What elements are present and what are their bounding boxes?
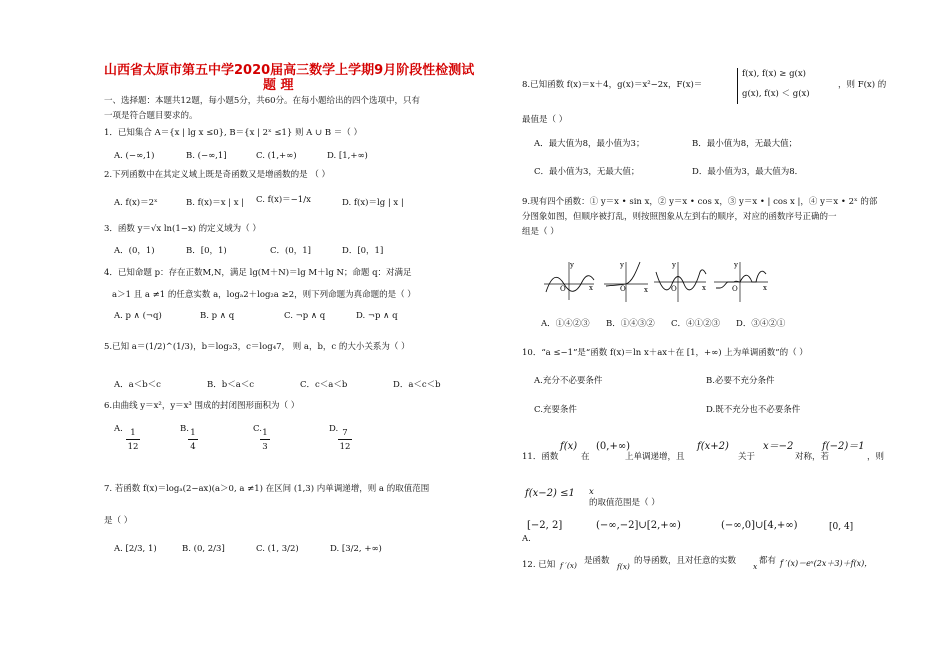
q4-option-c: C. ¬p ∧ q xyxy=(284,311,326,321)
question-4-line1: 4．已知命题 p：存在正数M,N，满足 lg(M＋N)＝lg M＋lg N；命题 q：对满足 xyxy=(104,268,412,278)
q1-option-a: A. (−∞,1) xyxy=(114,151,155,161)
graph-3-origin: O xyxy=(671,285,677,293)
question-9-line2: 分图象如图，但顺序被打乱，则按照图象从左到右的顺序，对应的函数序号正确的一 xyxy=(522,212,837,222)
q11-text-in: 在 xyxy=(581,452,590,462)
q5-option-b: B．b＜a＜c xyxy=(207,380,255,390)
q12-text-derivative: 的导函数，且对任意的实数 xyxy=(634,556,737,566)
graph-2-y-label: y xyxy=(620,261,624,269)
graph-4-y-label: y xyxy=(734,261,738,269)
q12-text-have: 都有 xyxy=(759,556,777,566)
q11-text-symmetric: 对称，若 xyxy=(795,452,830,462)
graph-4-origin: O xyxy=(732,285,738,293)
q11-shifted-function: f(x+2) xyxy=(697,441,729,452)
question-7-line2: 是（ ） xyxy=(104,516,133,526)
graph-2 xyxy=(604,261,648,302)
question-9-line1: 9.现有四个函数：① y＝x • sin x，② y＝x • cos x，③ y＝x • | cos x |，④ y＝x • 2ˣ 的部 xyxy=(522,197,878,207)
q7-option-b: B. (0, 2/3] xyxy=(182,544,225,554)
q1-option-b: B. (−∞,1] xyxy=(186,151,227,161)
q1-option-d: D. [1,+∞) xyxy=(327,151,368,161)
q11-text-increasing: 上单调递增，且 xyxy=(625,452,685,462)
q4-option-b: B. p ∧ q xyxy=(200,311,235,321)
question-12-prefix: 12. 已知 xyxy=(522,560,556,570)
q8-option-c: C．最小值为3，无最大值； xyxy=(534,167,640,177)
question-10-stem: 10．“a ≤−1”是“函数 f(x)＝ln x＋ax＋在 [1，+∞) 上为单调函数”的（ ） xyxy=(522,348,808,358)
q12-equation: f ′(x)＝eˣ(2x＋3)＋f(x)， xyxy=(780,559,873,568)
q12-text-is-function: 是函数 xyxy=(584,556,610,566)
piecewise-brace xyxy=(737,68,740,104)
graph-3 xyxy=(654,261,706,302)
question-3-stem: 3．函数 y＝√x ln(1−x) 的定义域为（ ） xyxy=(104,224,261,234)
graph-1-x-label: x xyxy=(589,284,593,292)
q11-option-d: [0, 4] xyxy=(829,522,854,532)
q5-option-d: D．a＜c＜b xyxy=(393,380,441,390)
q8-case-1: f(x), f(x) ≥ g(x) xyxy=(742,69,806,79)
q5-option-c: C．c＜a＜b xyxy=(300,380,348,390)
q1-option-c: C. (1,+∞) xyxy=(256,151,297,161)
q11-option-a: [−2, 2] xyxy=(527,520,563,531)
graph-1-origin: O xyxy=(560,285,566,293)
q2-option-a: A. f(x)＝2ˣ xyxy=(114,198,158,208)
q8-option-b: B．最小值为8，无最大值； xyxy=(692,139,798,149)
graph-1 xyxy=(544,261,594,300)
q9-option-c: C．④①②③ xyxy=(671,319,721,329)
q6-option-d-numerator: 7 xyxy=(338,428,352,440)
q9-option-a: A．①④②③ xyxy=(541,319,590,329)
q5-option-a: A．a＜b＜c xyxy=(114,380,161,390)
q11-interval: (0,+∞) xyxy=(596,441,631,452)
q4-option-a: A. p ∧ (¬q) xyxy=(114,311,162,321)
q6-option-d-denominator: 12 xyxy=(339,442,351,452)
q8-option-a: A．最大值为8，最小值为3； xyxy=(534,139,645,149)
q6-option-c-numerator: 1 xyxy=(260,428,270,440)
q9-function-graphs xyxy=(540,258,772,304)
q9-option-b: B．①④③② xyxy=(606,319,655,329)
question-7-stem: 7. 若函数 f(x)＝logₐ(2−ax)(a＞0, a ≠1) 在区间 (1,3) 内单调递增，则 a 的取值范围 xyxy=(104,484,430,494)
q3-option-b: B．[0，1) xyxy=(186,246,227,256)
q3-option-a: A．(0，1) xyxy=(114,246,155,256)
question-1-stem: 1．已知集合 A＝{x | lg x ≤0}, B＝{x | 2ˣ ≤1} 则 A ∪ B ＝（ ） xyxy=(104,128,363,138)
q10-option-b: B.必要不充分条件 xyxy=(706,376,775,386)
q8-case-2: g(x), f(x) ＜ g(x) xyxy=(742,89,810,99)
question-8-tail: ，则 F(x) 的 xyxy=(838,80,887,90)
q2-option-b: B. f(x)＝x | x | xyxy=(186,198,245,208)
q11-symmetry-line: x＝−2 xyxy=(763,441,794,452)
question-2-stem: 2.下列函数中在其定义域上既是奇函数又是增函数的是 （ ） xyxy=(104,170,331,180)
q11-option-b: (−∞,−2]∪[2,+∞) xyxy=(596,520,681,531)
q12-variable: x xyxy=(753,562,758,571)
q11-condition: f(−2)＝1 xyxy=(822,441,865,452)
page-title-line2: 题 理 xyxy=(263,78,294,93)
q6-option-c-denominator: 3 xyxy=(262,442,268,452)
q4-option-d: D. ¬p ∧ q xyxy=(356,311,398,321)
question-9-line3: 组是（ ） xyxy=(522,227,559,237)
graph-3-x-label: x xyxy=(702,284,706,292)
q11-option-c: (−∞,0]∪[4,+∞) xyxy=(721,520,798,531)
question-8-line2: 最值是（ ） xyxy=(522,115,568,125)
q10-option-c: C.充要条件 xyxy=(534,405,577,415)
graph-4 xyxy=(714,261,768,302)
question-11-prefix: 11．函数 xyxy=(522,452,559,462)
q11-text-about: 关于 xyxy=(738,452,756,462)
section-intro-2: 一项是符合题目要求的。 xyxy=(104,111,198,121)
q7-option-c: C. (1, 3/2) xyxy=(256,544,299,554)
q6-option-a-numerator: 1 xyxy=(126,428,140,440)
q11-inequality: f(x−2) ≤1 xyxy=(525,488,575,499)
q6-option-b-denominator: 4 xyxy=(190,442,196,452)
question-8-stem: 8.已知函数 f(x)＝x＋4，g(x)＝x²−2x，F(x)＝ xyxy=(522,80,703,90)
q11-text-range: 的取值范围是（ ） xyxy=(589,498,660,508)
q12-function: f(x) xyxy=(617,562,630,571)
section-intro: 一、选择题：本题共12题，每小题5分，共60分。在每小题给出的四个选项中，只有 xyxy=(104,96,421,106)
graph-3-y-label: y xyxy=(672,261,676,269)
q6-option-a-denominator: 12 xyxy=(127,442,139,452)
q3-option-d: D．[0，1] xyxy=(342,246,384,256)
page-title: 山西省太原市第五中学2020届高三数学上学期9月阶段性检测试 xyxy=(104,63,475,78)
question-5-stem: 5.已知 a＝(1/2)^(1/3)，b＝log₂3，c＝log₄7， 则 a，b，c 的大小关系为（ ） xyxy=(104,342,410,352)
q8-option-d: D．最小值为3，最大值为8． xyxy=(692,167,804,177)
q3-option-c: C．(0，1] xyxy=(270,246,311,256)
q11-variable: x xyxy=(589,487,594,497)
q10-option-d: D.既不充分也不必要条件 xyxy=(706,405,801,415)
q6-option-a-label: A. xyxy=(114,424,123,434)
q7-option-a: A. [2/3, 1) xyxy=(114,544,157,554)
question-4-line2: a＞1 且 a ≠1 的任意实数 a，logₐ2＋log₂a ≥2，则下列命题为真命题的是（ ） xyxy=(112,290,416,300)
q9-option-d: D．③④②① xyxy=(736,319,786,329)
q12-derivative: f ′(x) xyxy=(560,561,577,570)
q2-option-d: D. f(x)＝lg | x | xyxy=(342,198,404,208)
q6-option-d-label: D. xyxy=(329,424,339,434)
q6-option-c-label: C. xyxy=(253,424,262,434)
graph-4-x-label: x xyxy=(763,284,767,292)
q6-option-b-label: B. xyxy=(180,424,189,434)
graph-2-origin: O xyxy=(620,285,626,293)
q7-option-d: D. [3/2, +∞) xyxy=(330,544,382,554)
q11-function: f(x) xyxy=(560,441,578,452)
q2-option-c: C. f(x)＝−1/x xyxy=(256,195,311,205)
q11-text-then: ，则 xyxy=(867,452,885,462)
question-6-stem: 6.由曲线 y＝x²，y＝x³ 围成的封闭图形面积为（ ） xyxy=(104,401,300,411)
graph-2-x-label: x xyxy=(644,286,648,294)
q11-option-a-label: A. xyxy=(522,534,531,544)
q10-option-a: A.充分不必要条件 xyxy=(534,376,603,386)
graph-1-y-label: y xyxy=(570,261,574,269)
q6-option-b-numerator: 1 xyxy=(188,428,198,440)
